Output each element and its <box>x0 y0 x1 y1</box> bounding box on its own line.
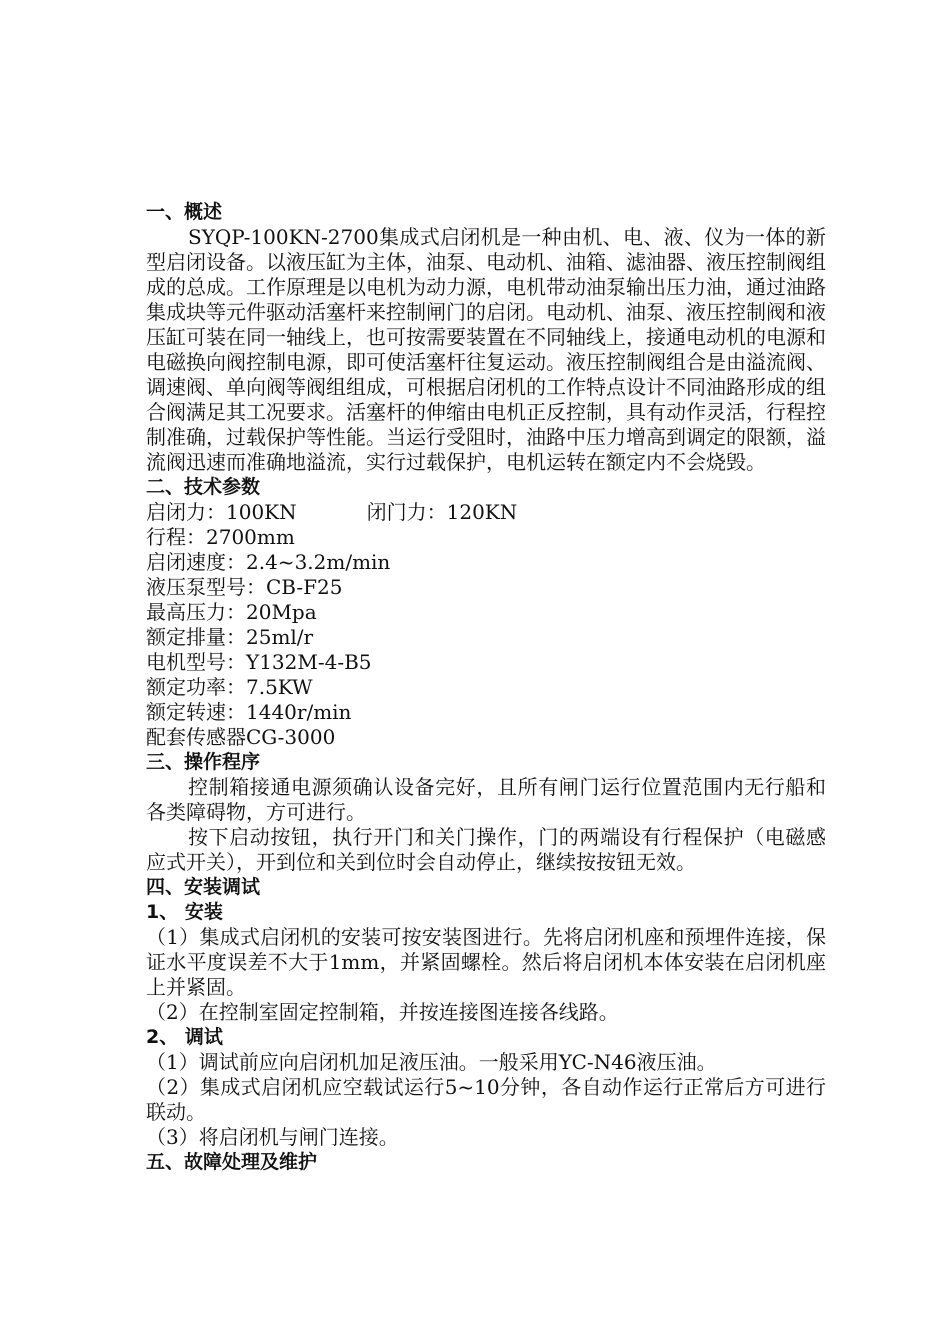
section-heading-installation: 四、安装调试 <box>146 876 261 898</box>
section-heading-tech-params: 二、技术参数 <box>146 476 261 498</box>
debug-item-2: （2）集成式启闭机应空载试运行5~10分钟，各自动作运行正常后方可进行联动。 <box>146 1075 826 1124</box>
param-max-pressure: 最高压力：20Mpa <box>146 600 317 624</box>
document-page <box>146 200 826 1175</box>
param-rated-power: 额定功率：7.5KW <box>146 675 313 699</box>
install-item-2: （2）在控制室固定控制箱，并按连接图连接各线路。 <box>146 1000 619 1024</box>
param-close-force: 闭门力：120KN <box>366 500 518 524</box>
param-displacement: 额定排量：25ml/r <box>146 625 314 649</box>
install-item-1: （1）集成式启闭机的安装可按安装图进行。先将启闭机座和预埋件连接，保证水平度误差不大于1mm，并紧固螺栓。然后将启闭机本体安装在启闭机座上并紧固。 <box>146 925 826 999</box>
debug-item-1: （1）调试前应向启闭机加足液压油。一般采用YC-N46液压油。 <box>146 1050 717 1074</box>
param-rated-speed: 额定转速：1440r/min <box>146 700 352 724</box>
overview-paragraph: SYQP-100KN-2700集成式启闭机是一种由机、电、液、仪为一体的新型启闭设备。以液压缸为主体，油泵、电动机、油箱、滤油器、液压控制阀组成的总成。工作原理是以电机为动力源，电机带动油泵输出压力油，通过油路集成块等元件驱动活塞杆来控制闸门的启闭。电动机、油泵、液压控制阀和液压缸可装在同一轴线上，也可按需要装置在不同轴线上，接通电动机的电源和电磁换向阀控制电源，即可使活塞杆往复运动。液压控制阀组合是由溢流阀、调速阀、单向阀等阀组组成，可根据启闭机的工作特点设计不同油路形成的组合阀满足其工况要求。活塞杆的伸缩由电机正反控制，具有动作灵活，行程控制准确，过载保护等性能。当运行受阻时，油路中压力增高到调定的限额，溢流阀迅速而准确地溢流，实行过载保护，电机运转在额定内不会烧毁。 <box>146 225 826 474</box>
param-motor-model: 电机型号：Y132M-4-B5 <box>146 650 372 674</box>
param-speed: 启闭速度：2.4~3.2m/min <box>146 550 391 574</box>
debug-item-3: （3）将启闭机与闸门连接。 <box>146 1125 399 1149</box>
subsection-heading-install: 1、 安装 <box>146 901 223 923</box>
param-pump-model: 液压泵型号：CB-F25 <box>146 575 343 599</box>
param-open-force: 启闭力：100KN <box>146 500 297 524</box>
param-sensor: 配套传感器CG-3000 <box>146 725 336 749</box>
operation-paragraph-1: 控制箱接通电源须确认设备完好，且所有闸门运行位置范围内无行船和各类障碍物，方可进行。 <box>146 775 826 824</box>
subsection-heading-debug: 2、 调试 <box>146 1026 223 1048</box>
operation-paragraph-2: 按下启动按钮，执行开门和关门操作，门的两端设有行程保护（电磁感应式开关），开到位和关到位时会自动停止，继续按按钮无效。 <box>146 825 826 874</box>
param-stroke: 行程：2700mm <box>146 525 295 549</box>
section-heading-operation: 三、操作程序 <box>146 751 261 773</box>
section-heading-overview: 一、概述 <box>146 201 223 223</box>
param-row-force <box>146 500 826 525</box>
section-heading-maintenance: 五、故障处理及维护 <box>146 1151 318 1173</box>
